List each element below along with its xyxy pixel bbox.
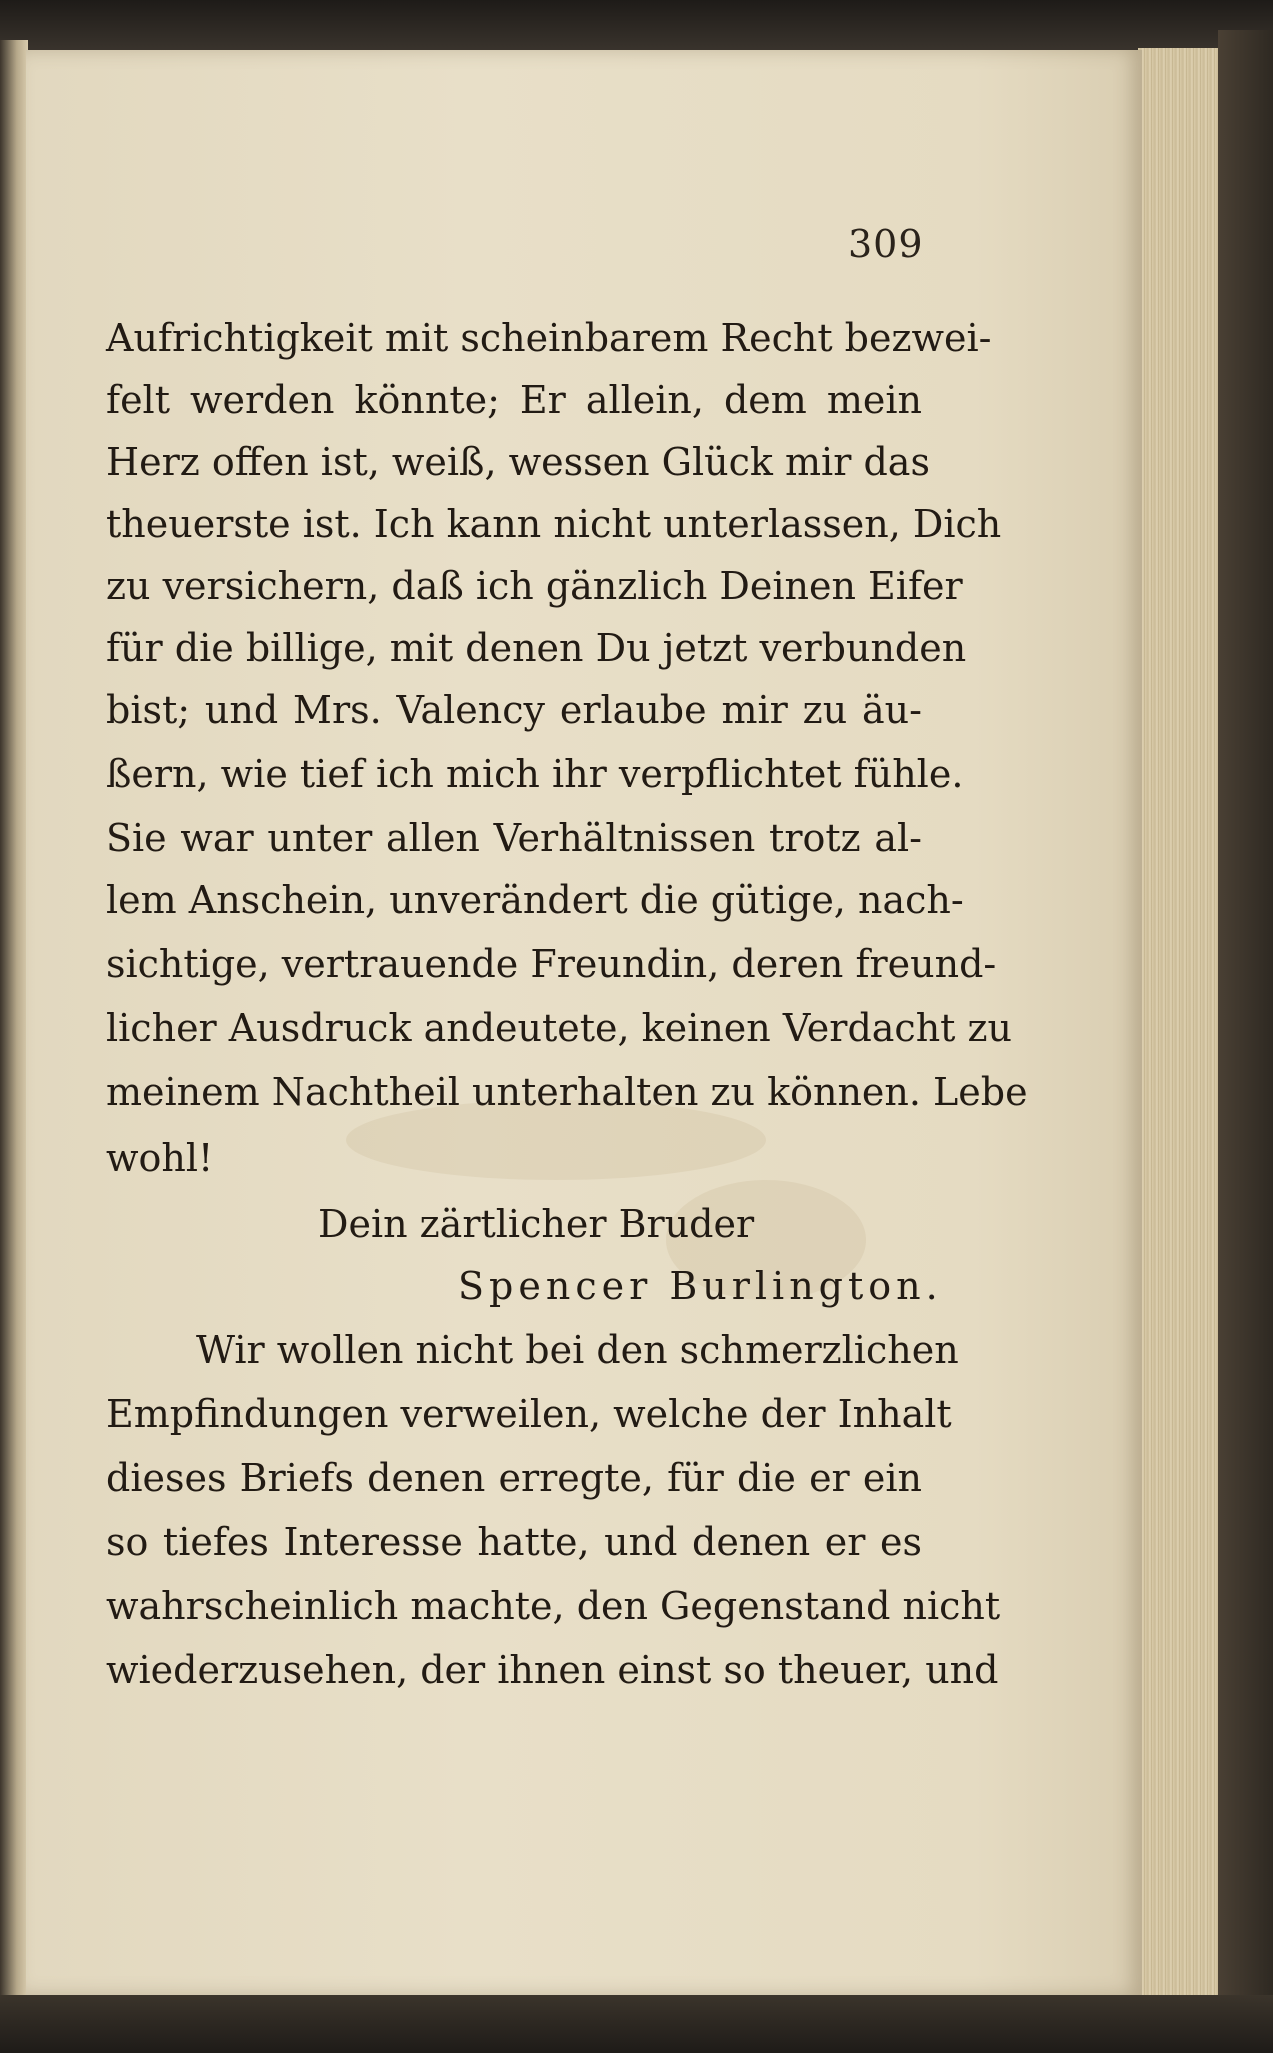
text-line: theuerste ist. Ich kann nicht unterlassen, Dich [106, 502, 1002, 546]
paragraph-line: so tiefes Interesse hatte, und denen er es [106, 1520, 922, 1564]
page-number: 309 [848, 222, 924, 266]
text-line: lem Anschein, unverändert die gütige, nach- [106, 878, 964, 922]
book-cover-edge [1218, 30, 1273, 2020]
letter-closing: Dein zärtlicher Bruder [318, 1202, 755, 1246]
text-line: felt werden könnte; Er allein, dem mein [106, 378, 922, 422]
text-line: meinem Nachtheil unterhalten zu können. Lebe [106, 1070, 1028, 1114]
paragraph-line: dieses Briefs denen erregte, für die er ein [106, 1456, 922, 1500]
paragraph-line: Empfindungen verweilen, welche der Inhalt [106, 1392, 952, 1436]
scan-top-edge [0, 0, 1273, 52]
paragraph-line: wahrscheinlich machte, den Gegenstand nicht [106, 1584, 1001, 1628]
text-line: ßern, wie tief ich mich ihr verpflichtet fühle. [106, 752, 964, 796]
letter-signature: Spencer Burlington. [458, 1264, 943, 1308]
text-line: Sie war unter allen Verhältnissen trotz al- [106, 816, 922, 860]
text-line: licher Ausdruck andeutete, keinen Verdacht zu [106, 1006, 1013, 1050]
page-stack-edges [1138, 48, 1220, 1996]
text-line: Aufrichtigkeit mit scheinbarem Recht bezwei- [106, 316, 992, 360]
text-line: zu versichern, daß ich gänzlich Deinen Eifer [106, 564, 963, 608]
facing-page-edge [0, 40, 28, 2000]
text-line: Herz offen ist, weiß, wessen Glück mir das [106, 440, 930, 484]
scan-bottom-edge [0, 1995, 1273, 2053]
paragraph-line: wiederzusehen, der ihnen einst so theuer, und [106, 1648, 999, 1692]
text-line: bist; und Mrs. Valency erlaube mir zu äu- [106, 688, 922, 732]
paragraph-line: Wir wollen nicht bei den schmerzlichen [196, 1328, 959, 1372]
text-line: wohl! [106, 1136, 214, 1180]
text-line: sichtige, vertrauende Freundin, deren freund- [106, 942, 997, 986]
text-line: für die billige, mit denen Du jetzt verbunden [106, 626, 967, 670]
